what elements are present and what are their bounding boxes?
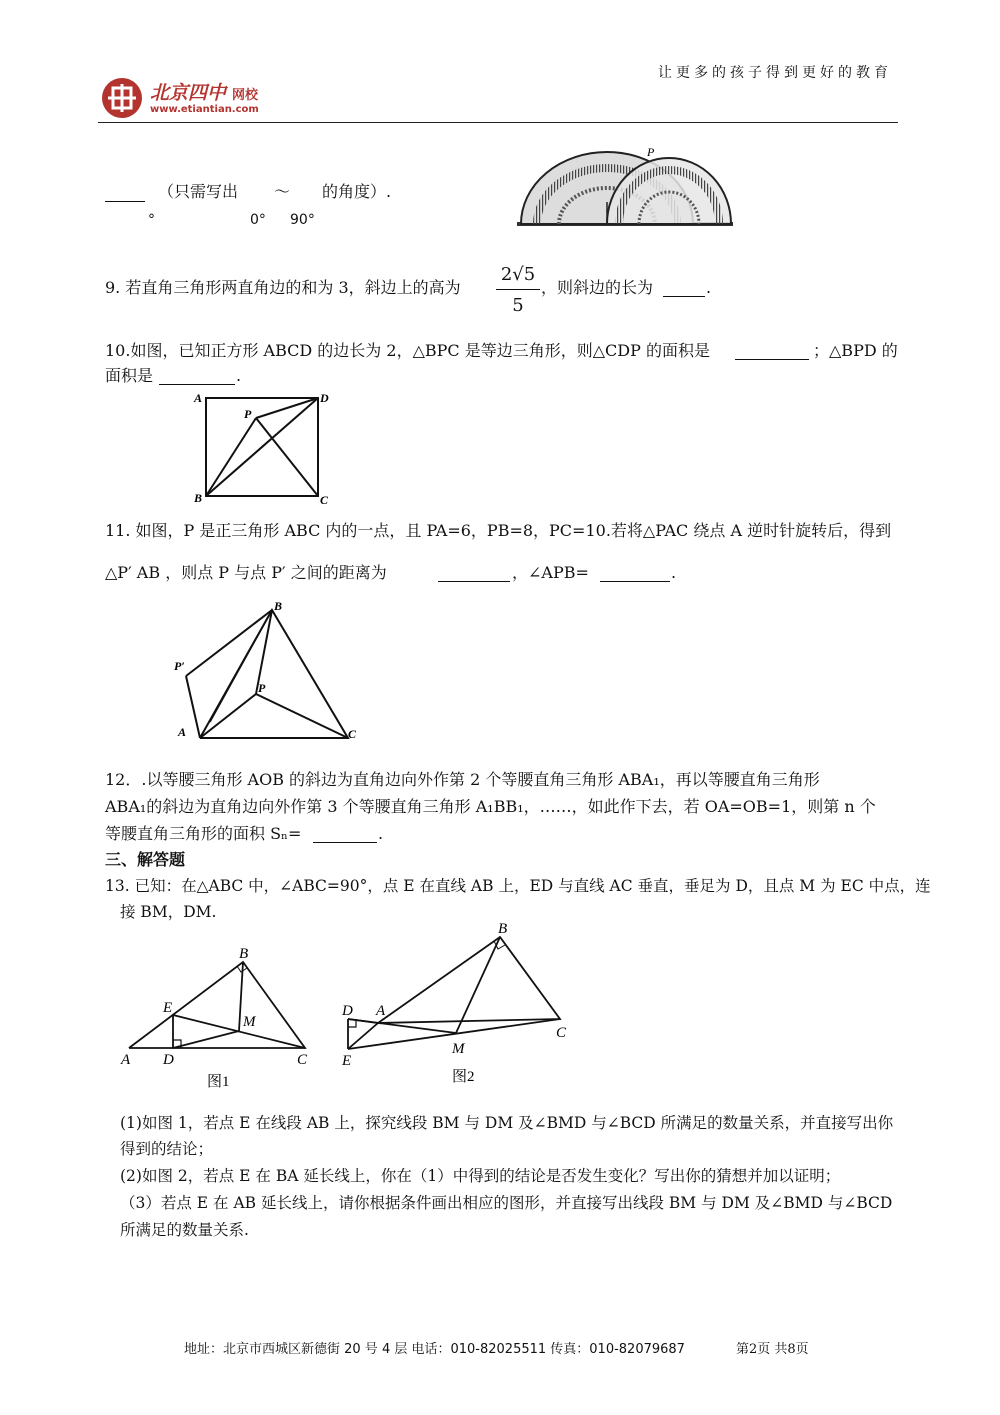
segment-bp [206,418,256,496]
q8-range-end: 90° [290,212,315,228]
segment-pc [256,418,318,496]
label-p: P [244,407,252,421]
q10-text-a: 10.如图，已知正方形 ABCD 的边长为 2，△BPC 是等边三角形，则△CDP 的面积是 [105,341,710,360]
label-d: D [320,391,329,405]
segment-p-prime-b [186,610,272,676]
protractor-label-p: P [647,145,655,159]
segment-bd [206,398,318,496]
label-e: E [163,1000,173,1016]
label-c: C [556,1025,567,1041]
label-m: M [243,1014,256,1030]
q8-protractor-figure [515,142,735,228]
q10-answer-blank-1 [735,342,809,360]
q11-figure [170,598,370,748]
segment-ap-prime [186,676,200,738]
q9-text-b: ，则斜边的长为 [541,278,654,297]
q12-line-3-end: . [378,824,384,843]
logo-suffix: 网校 [232,88,259,103]
q13-line-1: 13. 已知：在△ABC 中，∠ABC=90°，点 E 在直线 AB 上，ED 与直线 AC 垂直，垂足为 D，且点 M 为 EC 中点，连 [105,877,931,895]
q9-answer-blank [663,279,705,297]
q10-text-end: . [236,366,242,385]
q10-text-c: 面积是 [105,366,154,385]
q9-text-a: 9. 若直角三角形两直角边的和为 3，斜边上的高为 [105,278,461,297]
label-a: A [194,391,203,405]
label-a: A [376,1003,386,1019]
q8-tilde: ～ [274,182,291,201]
q13-figure-1 [115,940,325,1090]
label-d: D [342,1003,353,1019]
q13-part2: (2)如图 2，若点 E 在 BA 延长线上，你在（1）中得到的结论是否发生变化？写出你的猜想并加以证明； [120,1167,841,1185]
q9-frac-denominator: 5 [512,295,524,316]
label-b: B [498,921,508,937]
slogan: 让更多的孩子得到更好的教育 [658,65,892,81]
q11-text-c: ，∠APB= [512,563,589,582]
label-c: C [320,493,329,507]
q11-text-a: 11. 如图，P 是正三角形 ABC 内的一点，且 PA=6，PB=8，PC=10.若将△PAC 绕点 A 逆时针旋转后，得到 [105,521,892,540]
label-c: C [297,1052,308,1068]
q10-text-b: ；△BPD 的 [813,341,898,360]
triangle-abc [129,962,305,1048]
q8-range-start: 0° [250,212,266,228]
q13-part1-b: 得到的结论； [120,1140,214,1158]
q8-text-b: 的角度）. [322,182,392,201]
q13-figure-2 [338,915,578,1090]
label-a: A [121,1052,131,1068]
q13-part3-a: （3）若点 E 在 AB 延长线上，请你根据条件画出相应的图形，并直接写出线段 BM 与 DM 及∠BMD 与∠BCD [120,1194,893,1212]
label-b: B [239,946,249,962]
label-b: B [194,491,203,505]
q12-answer-blank [313,825,377,843]
q8-text-a: （只需写出 [158,182,239,201]
q11-answer-blank-1 [438,564,510,582]
triangle-abc [378,937,560,1023]
q8-answer-blank [105,184,145,202]
fig1-caption: 图1 [207,1074,230,1090]
label-p-prime: P′ [174,659,185,673]
q8-degree-sign: ° [148,212,155,228]
q13-part3-b: 所满足的数量关系. [120,1221,249,1239]
segment-dm [173,1031,239,1048]
segment-pa [200,694,256,738]
label-m: M [452,1041,465,1057]
section-title: 三、解答题 [105,850,186,869]
logo-name: 北京四中 [150,82,227,104]
label-d: D [163,1052,174,1068]
footer-page: 第2页 共8页 [736,1342,809,1357]
q11-text-b: △P′ AB ，则点 P 与点 P′ 之间的距离为 [105,563,387,582]
label-p: P [258,681,266,695]
segment-bm [456,937,500,1033]
logo [102,76,302,122]
label-b: B [274,599,283,613]
q9-text-end: . [706,278,712,297]
logo-emblem-icon [102,78,142,118]
label-a: A [178,725,187,739]
q12-line-1: 12．.以等腰三角形 AOB 的斜边为直角边向外作第 2 个等腰直角三角形 ABA₁，再以等腰直角三角形 [105,770,820,789]
q10-figure [190,388,340,508]
label-c: C [348,727,357,741]
logo-url: www.etiantian.com [150,104,259,115]
header-divider [98,122,898,123]
q12-line-2: ABA₁的斜边为直角边向外作第 3 个等腰直角三角形 A₁BB₁，……，如此作下去，若 OA=OB=1，则第 n 个 [105,797,876,816]
q9-fraction [496,263,540,318]
triangle-abc [200,610,348,738]
q12-line-3: 等腰直角三角形的面积 Sₙ= [105,824,302,843]
q13-part1-a: (1)如图 1，若点 E 在线段 AB 上，探究线段 BM 与 DM 及∠BMD 与∠BCD 所满足的数量关系，并直接写出你 [120,1114,894,1132]
q11-text-end: . [671,563,677,582]
q10-answer-blank-2 [159,367,235,385]
q11-answer-blank-2 [600,564,670,582]
q13-line-2: 接 BM，DM. [120,903,217,921]
q9-frac-numerator: 2√5 [500,264,536,285]
label-e: E [342,1053,352,1069]
segment-pd [256,398,318,418]
footer-address: 地址：北京市西城区新德街 20 号 4 层 电话：010-82025511 传真：010-82079687 [184,1342,685,1357]
fig2-caption: 图2 [452,1069,475,1085]
